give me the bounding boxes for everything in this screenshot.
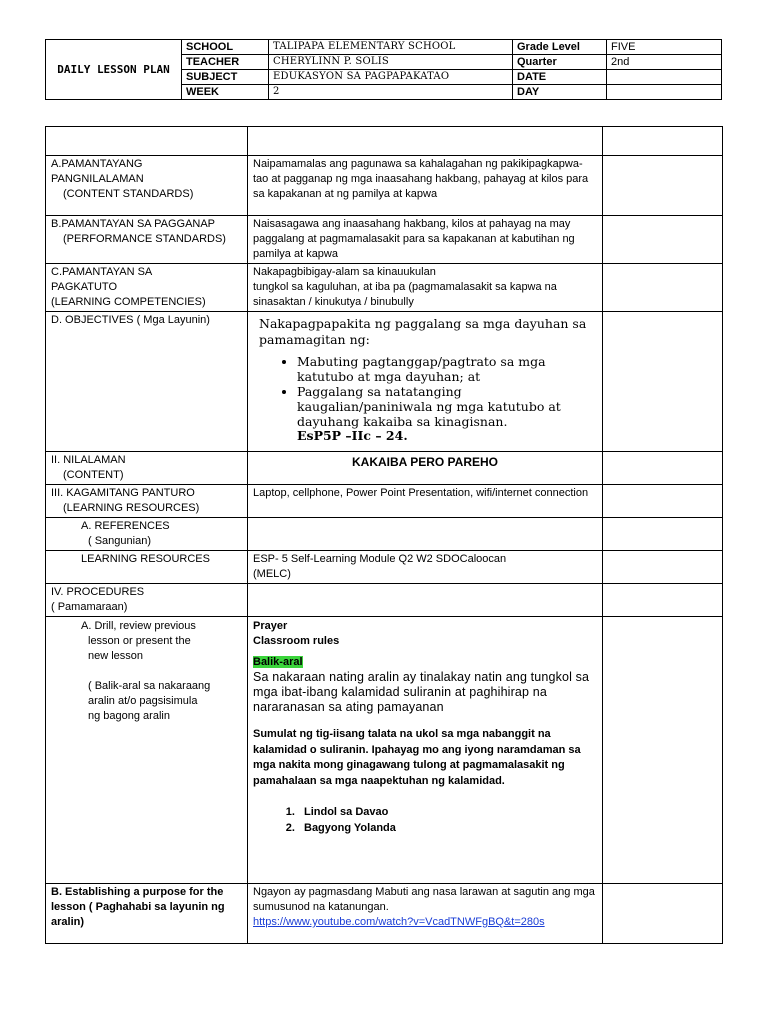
purpose-text	[248, 884, 603, 944]
purpose-label: B. Establishing a purpose for the lesson ( Paghahabi sa layunin ng aralin)	[46, 884, 248, 944]
learning-resources-label: III. KAGAMITANG PANTURO (LEARNING RESOURCES)	[46, 485, 248, 518]
table-row	[46, 584, 723, 617]
learning-competencies-text: Nakapagbibigay-alam sa kinauukulan tungkol sa kaguluhan, at iba pa (pagmamalasakit sa kapwa na sinasaktan / kinukutya / binubully	[248, 264, 603, 312]
table-row	[46, 452, 723, 485]
grade-label: Grade Level	[513, 40, 607, 55]
references-label: A. REFERENCES ( Sangunian)	[46, 518, 248, 551]
empty-cell	[248, 518, 603, 551]
learning-resources-row-label: LEARNING RESOURCES	[46, 551, 248, 584]
table-row	[46, 617, 723, 884]
quarter-label: Quarter	[513, 55, 607, 70]
balik-aral-heading: Balik-aral	[253, 656, 303, 668]
week-label: WEEK	[182, 85, 269, 100]
school-value: TALIPAPA ELEMENTARY SCHOOL	[269, 40, 513, 55]
empty-cell	[603, 884, 723, 944]
objectives-intro: Nakapagpapakita ng paggalang sa mga dayuhan sa pamamagitan ng:	[259, 316, 587, 347]
empty-cell	[603, 127, 723, 156]
list-item: • Mabuting pagtanggap/pagtrato sa mga katutubo at mga dayuhan; at	[297, 354, 597, 384]
content-standards-label: A.PAMANTAYANG PANGNILALAMAN (CONTENT STANDARDS)	[46, 156, 248, 216]
teacher-label: TEACHER	[182, 55, 269, 70]
week-value: 2	[269, 85, 513, 100]
list-item: • Paggalang sa natatanging kaugalian/paniniwala ng mga katutubo at dayuhang kakaiba sa kinagisnan.	[297, 384, 597, 429]
empty-cell	[603, 264, 723, 312]
table-row	[46, 216, 723, 264]
empty-cell	[603, 312, 723, 452]
learning-resources-row-text: ESP- 5 Self-Learning Module Q2 W2 SDOCaloocan (MELC)	[248, 551, 603, 584]
list-item: 2. Bagyong Yolanda	[298, 820, 597, 836]
content-label: II. NILALAMAN (CONTENT)	[46, 452, 248, 485]
table-row	[46, 264, 723, 312]
header-table	[45, 39, 722, 100]
table-row	[46, 127, 723, 156]
objectives-label: D. OBJECTIVES ( Mga Layunin)	[46, 312, 248, 452]
objectives-text	[248, 312, 603, 452]
calamity-list	[253, 804, 597, 836]
purpose-instructions: Ngayon ay pagmasdang Mabuti ang nasa larawan at sagutin ang mga sumusunod na katanungan.	[253, 886, 595, 913]
prayer-text: Prayer	[253, 620, 288, 632]
procedures-label: IV. PROCEDURES ( Pamamaraan)	[46, 584, 248, 617]
objectives-list	[253, 354, 597, 429]
recap-text: Sa nakaraan nating aralin ay tinalakay natin ang tungkol sa mga ibat-ibang kalamidad suliranin at paghihirap na nararanasan sa ating pamayanan	[253, 670, 590, 714]
empty-cell	[603, 584, 723, 617]
drill-content	[248, 617, 603, 884]
empty-cell	[603, 452, 723, 485]
grade-value: FIVE	[607, 40, 722, 55]
empty-cell	[603, 518, 723, 551]
quarter-value: 2nd	[607, 55, 722, 70]
task-text: Sumulat ng tig-iisang talata na ukol sa mga nabanggit na kalamidad o suliranin. Ipahayag mo ang iyong naramdaman sa mga nakita mong ginagawang tulong at pagmamalasakit ng pamahalaan sa mga naapektuhan ng kalamidad.	[253, 728, 581, 787]
classroom-rules-text: Classroom rules	[253, 635, 340, 647]
learning-resources-text: Laptop, cellphone, Power Point Presentation, wifi/internet connection	[248, 485, 603, 518]
performance-standards-text: Naisasagawa ang inaasahang hakbang, kilos at pahayag na may paggalang at pagmamalasakit para sa kapakanan at kabutihan ng pamilya at kapwa	[248, 216, 603, 264]
empty-cell	[248, 127, 603, 156]
empty-cell	[46, 127, 248, 156]
table-row	[46, 518, 723, 551]
day-label: DAY	[513, 85, 607, 100]
drill-label: A. Drill, review previous lesson or present the new lesson ( Balik-aral sa nakaraang aralin at/o pagsisimula ng bagong aralin	[46, 617, 248, 884]
subject-label: SUBJECT	[182, 70, 269, 85]
performance-standards-label: B.PAMANTAYAN SA PAGGANAP (PERFORMANCE STANDARDS)	[46, 216, 248, 264]
subject-value: EDUKASYON SA PAGPAPAKATAO	[269, 70, 513, 85]
table-row	[46, 884, 723, 944]
empty-cell	[603, 156, 723, 216]
empty-cell	[248, 584, 603, 617]
lesson-title: KAKAIBA PERO PAREHO	[248, 452, 603, 485]
learning-competencies-label: C.PAMANTAYAN SA PAGKATUTO (LEARNING COMPETENCIES)	[46, 264, 248, 312]
competency-code: EsP5P –IIc – 24.	[297, 428, 408, 443]
date-label: DATE	[513, 70, 607, 85]
empty-cell	[603, 485, 723, 518]
lesson-plan-table	[45, 126, 723, 944]
empty-cell	[603, 617, 723, 884]
date-value	[607, 70, 722, 85]
youtube-link[interactable]: https://www.youtube.com/watch?v=VcadTNWFgBQ&t=280s	[253, 916, 545, 928]
list-item: 1. Lindol sa Davao	[298, 804, 597, 820]
content-standards-text: Naipamamalas ang pagunawa sa kahalagahan ng pakikipagkapwa-tao at pagganap ng mga inaasahang hakbang, pahayag at kilos para sa kapakanan at ng pamilya at kapwa	[248, 156, 603, 216]
empty-cell	[603, 216, 723, 264]
school-label: SCHOOL	[182, 40, 269, 55]
day-value	[607, 85, 722, 100]
table-row	[46, 156, 723, 216]
table-row	[46, 485, 723, 518]
teacher-value: CHERYLINN P. SOLIS	[269, 55, 513, 70]
empty-cell	[603, 551, 723, 584]
table-row	[46, 551, 723, 584]
table-row	[46, 312, 723, 452]
document-title: DAILY LESSON PLAN	[46, 40, 182, 100]
